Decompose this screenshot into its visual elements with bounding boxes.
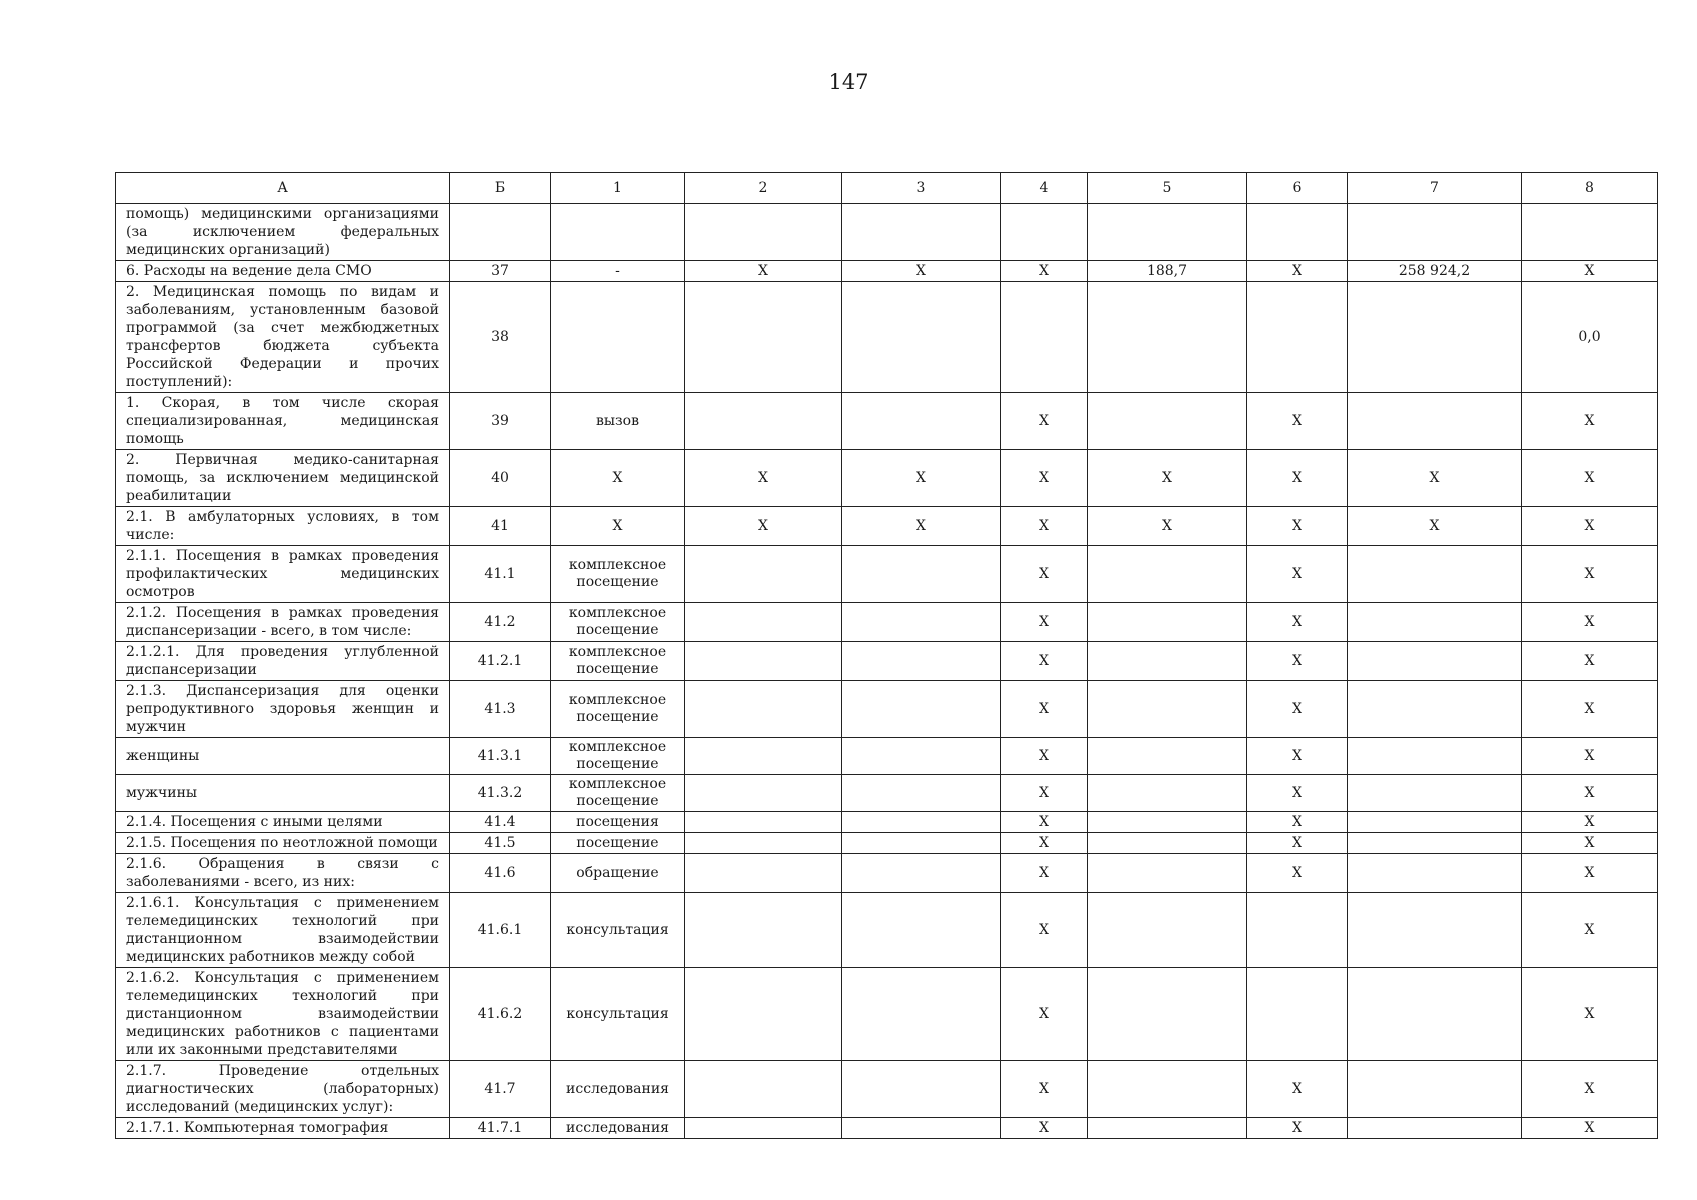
row-code: 41 [450, 507, 551, 546]
row-name: 2.1.7.1. Компьютерная томография [116, 1118, 450, 1139]
cell-col-6: Х [1247, 642, 1348, 681]
cell-col-3 [842, 1061, 1001, 1118]
cell-col-7 [1348, 204, 1522, 261]
table-row [116, 1118, 1658, 1139]
row-code: 37 [450, 261, 551, 282]
cell-unit: комплексное посещение [551, 738, 685, 775]
cell-col-3: Х [842, 261, 1001, 282]
row-name: 2.1.5. Посещения по неотложной помощи [116, 833, 450, 854]
table-row [116, 812, 1658, 833]
cell-col-7 [1348, 833, 1522, 854]
cell-col-2 [685, 893, 842, 968]
cell-col-7 [1348, 546, 1522, 603]
cell-col-5 [1088, 546, 1247, 603]
cell-col-6 [1247, 893, 1348, 968]
row-code: 41.3.1 [450, 738, 551, 775]
cell-unit: консультация [551, 968, 685, 1061]
column-header-1: 1 [551, 173, 685, 204]
row-name: 1. Скорая, в том числе скорая специализированная, медицинская помощь [116, 393, 450, 450]
row-name: 2.1.7. Проведение отдельных диагностических (лабораторных) исследований (медицинских услуг): [116, 1061, 450, 1118]
column-header-6: 6 [1247, 173, 1348, 204]
cell-col-2 [685, 775, 842, 812]
cell-col-8: Х [1522, 775, 1658, 812]
cell-col-5 [1088, 968, 1247, 1061]
table-row [116, 204, 1658, 261]
cell-col-6: Х [1247, 507, 1348, 546]
cell-col-2 [685, 282, 842, 393]
cell-col-3 [842, 681, 1001, 738]
cell-col-6: Х [1247, 603, 1348, 642]
cell-col-3 [842, 833, 1001, 854]
cell-col-6: Х [1247, 681, 1348, 738]
row-name: 2.1.2. Посещения в рамках проведения диспансеризации - всего, в том числе: [116, 603, 450, 642]
table-header-row [116, 173, 1658, 204]
table-row [116, 968, 1658, 1061]
cell-col-5: 188,7 [1088, 261, 1247, 282]
row-code: 41.4 [450, 812, 551, 833]
row-code: 41.2.1 [450, 642, 551, 681]
cell-col-3 [842, 854, 1001, 893]
row-code: 41.1 [450, 546, 551, 603]
cell-col-8: Х [1522, 833, 1658, 854]
cell-col-4: Х [1001, 775, 1088, 812]
cell-col-6 [1247, 204, 1348, 261]
cell-unit: посещения [551, 812, 685, 833]
cell-col-6: Х [1247, 261, 1348, 282]
cell-col-7 [1348, 1061, 1522, 1118]
cell-col-3 [842, 282, 1001, 393]
cell-col-2 [685, 1061, 842, 1118]
cell-col-7 [1348, 854, 1522, 893]
table-row [116, 546, 1658, 603]
row-code [450, 204, 551, 261]
table-row [116, 738, 1658, 775]
row-name: 2.1.6.1. Консультация с применением телемедицинских технологий при дистанционном взаимодействии медицинских работников между собой [116, 893, 450, 968]
cell-col-3 [842, 642, 1001, 681]
cell-unit: консультация [551, 893, 685, 968]
cell-col-7 [1348, 642, 1522, 681]
cell-col-5 [1088, 282, 1247, 393]
column-header-7: 7 [1348, 173, 1522, 204]
cell-col-3 [842, 1118, 1001, 1139]
row-code: 41.7 [450, 1061, 551, 1118]
table-row [116, 833, 1658, 854]
cell-col-7 [1348, 893, 1522, 968]
cell-col-8: Х [1522, 681, 1658, 738]
cell-col-7 [1348, 738, 1522, 775]
cell-col-4: Х [1001, 507, 1088, 546]
cell-col-4: Х [1001, 833, 1088, 854]
cell-col-3 [842, 603, 1001, 642]
cell-col-5 [1088, 204, 1247, 261]
cell-col-7: 258 924,2 [1348, 261, 1522, 282]
row-code: 41.6.2 [450, 968, 551, 1061]
cell-col-8: Х [1522, 854, 1658, 893]
column-header-a: А [116, 173, 450, 204]
row-code: 41.6 [450, 854, 551, 893]
cell-col-8: Х [1522, 603, 1658, 642]
cell-col-8: Х [1522, 642, 1658, 681]
cell-col-6: Х [1247, 812, 1348, 833]
cell-col-6: Х [1247, 738, 1348, 775]
table-row [116, 507, 1658, 546]
cell-col-7: Х [1348, 507, 1522, 546]
row-name: 2.1.3. Диспансеризация для оценки репродуктивного здоровья женщин и мужчин [116, 681, 450, 738]
cell-col-6: Х [1247, 450, 1348, 507]
table-row [116, 261, 1658, 282]
cell-col-5 [1088, 812, 1247, 833]
cell-col-4 [1001, 204, 1088, 261]
cell-col-5 [1088, 603, 1247, 642]
cell-unit [551, 204, 685, 261]
column-header-8: 8 [1522, 173, 1658, 204]
cell-col-6: Х [1247, 1061, 1348, 1118]
cell-col-4: Х [1001, 854, 1088, 893]
cell-col-3 [842, 775, 1001, 812]
cell-unit: комплексное посещение [551, 642, 685, 681]
table-body [116, 204, 1658, 1139]
cell-unit: Х [551, 450, 685, 507]
cell-col-2 [685, 546, 842, 603]
row-name: 6. Расходы на ведение дела СМО [116, 261, 450, 282]
cell-col-4 [1001, 282, 1088, 393]
cell-col-5 [1088, 642, 1247, 681]
cell-col-4: Х [1001, 603, 1088, 642]
cell-col-3 [842, 812, 1001, 833]
cell-col-8: Х [1522, 507, 1658, 546]
cell-col-7 [1348, 681, 1522, 738]
cell-col-2 [685, 393, 842, 450]
cell-col-8: Х [1522, 261, 1658, 282]
row-name: 2.1.4. Посещения с иными целями [116, 812, 450, 833]
cell-unit: комплексное посещение [551, 775, 685, 812]
cell-col-7 [1348, 968, 1522, 1061]
cell-col-8 [1522, 204, 1658, 261]
page-number: 147 [828, 70, 869, 94]
column-header-4: 4 [1001, 173, 1088, 204]
cell-col-2 [685, 854, 842, 893]
cell-col-4: Х [1001, 642, 1088, 681]
cell-col-4: Х [1001, 968, 1088, 1061]
cell-col-8: 0,0 [1522, 282, 1658, 393]
cell-col-2 [685, 968, 842, 1061]
cell-col-3 [842, 393, 1001, 450]
cell-col-8: Х [1522, 393, 1658, 450]
cell-col-2 [685, 833, 842, 854]
cell-col-6: Х [1247, 833, 1348, 854]
row-code: 41.7.1 [450, 1118, 551, 1139]
cell-col-8: Х [1522, 450, 1658, 507]
cell-col-4: Х [1001, 738, 1088, 775]
column-header-3: 3 [842, 173, 1001, 204]
cell-unit: комплексное посещение [551, 603, 685, 642]
cell-col-2 [685, 738, 842, 775]
table-row [116, 603, 1658, 642]
cell-col-8: Х [1522, 1061, 1658, 1118]
cell-col-5: Х [1088, 450, 1247, 507]
cell-col-8: Х [1522, 1118, 1658, 1139]
cell-col-8: Х [1522, 968, 1658, 1061]
cell-col-5: Х [1088, 507, 1247, 546]
column-header-5: 5 [1088, 173, 1247, 204]
cell-col-2 [685, 1118, 842, 1139]
table-row [116, 282, 1658, 393]
cell-col-3 [842, 893, 1001, 968]
row-name: женщины [116, 738, 450, 775]
cell-col-8: Х [1522, 893, 1658, 968]
row-code: 38 [450, 282, 551, 393]
row-name: 2.1.2.1. Для проведения углубленной диспансеризации [116, 642, 450, 681]
cell-col-2 [685, 681, 842, 738]
cell-col-5 [1088, 393, 1247, 450]
cell-unit: исследования [551, 1118, 685, 1139]
cell-col-6: Х [1247, 393, 1348, 450]
cell-col-4: Х [1001, 393, 1088, 450]
cell-col-2 [685, 204, 842, 261]
column-header-2: 2 [685, 173, 842, 204]
row-name: 2.1.6. Обращения в связи с заболеваниями - всего, из них: [116, 854, 450, 893]
cell-col-5 [1088, 854, 1247, 893]
cell-unit [551, 282, 685, 393]
cell-col-7 [1348, 812, 1522, 833]
cell-col-3 [842, 204, 1001, 261]
cell-col-4: Х [1001, 261, 1088, 282]
row-name: 2. Медицинская помощь по видам и заболеваниям, установленным базовой программой (за счет межбюджетных трансфертов бюджета субъекта Российской Федерации и прочих поступлений): [116, 282, 450, 393]
cell-unit: исследования [551, 1061, 685, 1118]
table-row [116, 854, 1658, 893]
row-code: 41.6.1 [450, 893, 551, 968]
cell-unit: комплексное посещение [551, 681, 685, 738]
cell-col-2: Х [685, 507, 842, 546]
table-row [116, 642, 1658, 681]
cell-unit: - [551, 261, 685, 282]
cell-col-4: Х [1001, 681, 1088, 738]
cell-col-4: Х [1001, 450, 1088, 507]
table-row [116, 681, 1658, 738]
table-row [116, 1061, 1658, 1118]
cell-col-3: Х [842, 507, 1001, 546]
cell-col-6: Х [1247, 1118, 1348, 1139]
cell-col-4: Х [1001, 1118, 1088, 1139]
table-row [116, 893, 1658, 968]
cell-col-6: Х [1247, 854, 1348, 893]
cell-col-6: Х [1247, 775, 1348, 812]
cell-unit: обращение [551, 854, 685, 893]
row-name: мужчины [116, 775, 450, 812]
cell-unit: Х [551, 507, 685, 546]
cell-col-6: Х [1247, 546, 1348, 603]
row-code: 41.2 [450, 603, 551, 642]
table-row [116, 393, 1658, 450]
row-code: 41.3.2 [450, 775, 551, 812]
cell-col-5 [1088, 738, 1247, 775]
row-name: 2. Первичная медико-санитарная помощь, за исключением медицинской реабилитации [116, 450, 450, 507]
cell-col-2 [685, 642, 842, 681]
cell-col-3 [842, 968, 1001, 1061]
cell-col-5 [1088, 833, 1247, 854]
row-code: 41.3 [450, 681, 551, 738]
table-row [116, 775, 1658, 812]
cell-col-4: Х [1001, 546, 1088, 603]
cell-unit: посещение [551, 833, 685, 854]
table-row [116, 450, 1658, 507]
cell-unit: комплексное посещение [551, 546, 685, 603]
row-name: 2.1.6.2. Консультация с применением телемедицинских технологий при дистанционном взаимодействии медицинских работников с пациентами или их законными представителями [116, 968, 450, 1061]
cell-col-2: Х [685, 261, 842, 282]
cell-col-6 [1247, 282, 1348, 393]
cell-col-7 [1348, 1118, 1522, 1139]
cell-col-3 [842, 546, 1001, 603]
data-table [115, 172, 1658, 1139]
row-code: 40 [450, 450, 551, 507]
cell-col-2 [685, 603, 842, 642]
row-name: помощь) медицинскими организациями (за исключением федеральных медицинских организаций) [116, 204, 450, 261]
cell-col-2 [685, 812, 842, 833]
cell-col-7 [1348, 775, 1522, 812]
cell-col-7 [1348, 393, 1522, 450]
cell-col-5 [1088, 1061, 1247, 1118]
cell-col-5 [1088, 681, 1247, 738]
cell-col-4: Х [1001, 893, 1088, 968]
cell-col-5 [1088, 893, 1247, 968]
cell-col-8: Х [1522, 812, 1658, 833]
cell-unit: вызов [551, 393, 685, 450]
cell-col-4: Х [1001, 812, 1088, 833]
cell-col-7 [1348, 603, 1522, 642]
row-code: 39 [450, 393, 551, 450]
cell-col-8: Х [1522, 546, 1658, 603]
cell-col-3: Х [842, 450, 1001, 507]
cell-col-6 [1247, 968, 1348, 1061]
cell-col-2: Х [685, 450, 842, 507]
cell-col-3 [842, 738, 1001, 775]
row-code: 41.5 [450, 833, 551, 854]
cell-col-7: Х [1348, 450, 1522, 507]
row-name: 2.1. В амбулаторных условиях, в том числе: [116, 507, 450, 546]
cell-col-5 [1088, 775, 1247, 812]
cell-col-4: Х [1001, 1061, 1088, 1118]
cell-col-5 [1088, 1118, 1247, 1139]
cell-col-8: Х [1522, 738, 1658, 775]
cell-col-7 [1348, 282, 1522, 393]
column-header-b: Б [450, 173, 551, 204]
row-name: 2.1.1. Посещения в рамках проведения профилактических медицинских осмотров [116, 546, 450, 603]
